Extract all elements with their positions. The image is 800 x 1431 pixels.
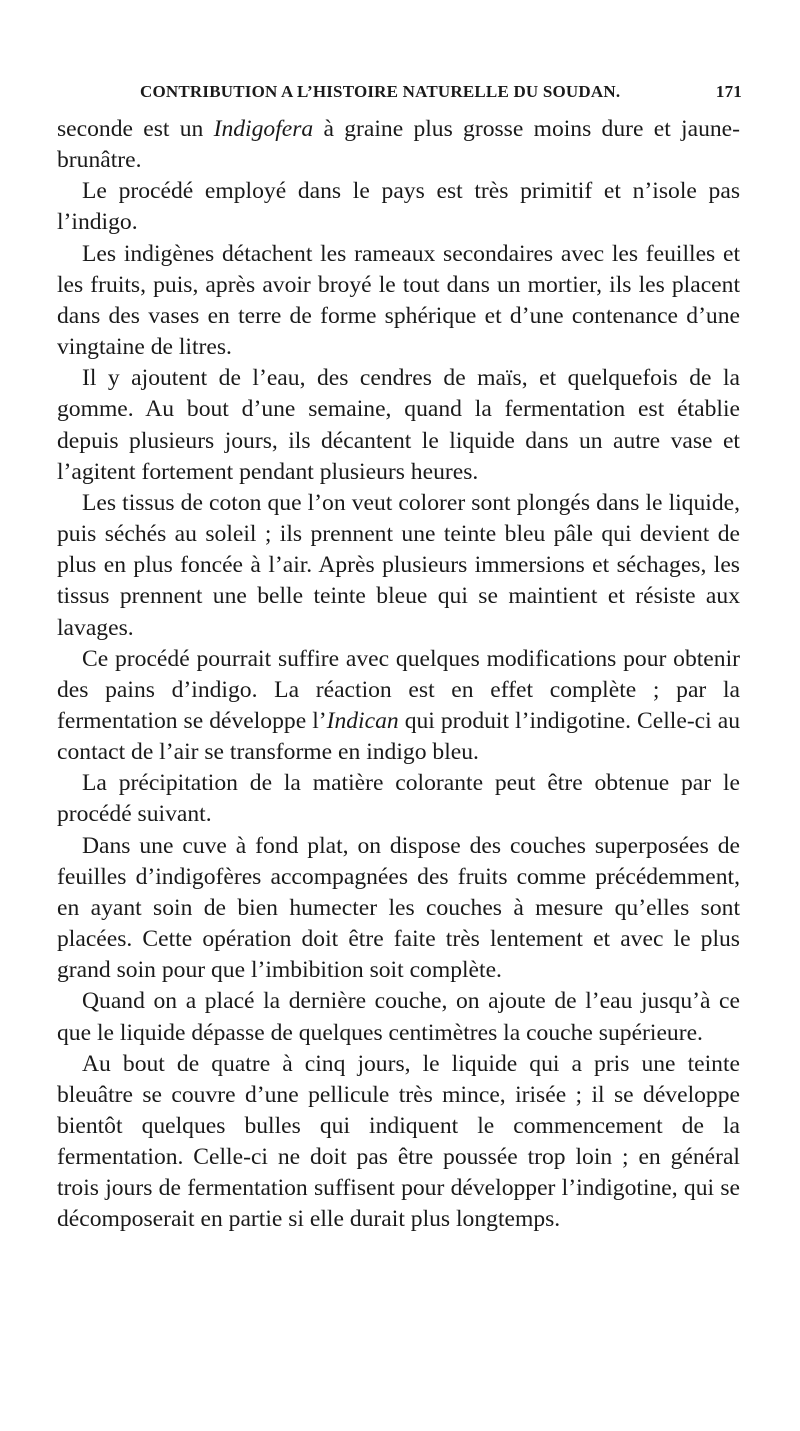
paragraph-10: Au bout de quatre à cinq jours, le liquide qui a pris une teinte bleuâtre se couvre d’une pellicule très mince, irisée ; il se développe bientôt quelques bulles qui indiquent le commencement de la fermentation. Celle-ci ne doit pas être poussée trop loin ; en général trois jours de fermentation suffisent pour développer l’indigotine, qui se décomposerait en partie si elle durait plus longtemps. xyxy=(57,1050,740,1233)
page-number: 171 xyxy=(715,82,742,101)
body-text xyxy=(57,114,740,1236)
paragraph-5: Les tissus de coton que l’on veut colorer sont plongés dans le liquide, puis séchés au soleil ; ils prennent une teinte bleu pâle qui devient de plus en plus foncée à l’air. Après plusieurs immersions et séchages, les tissus prennent une belle teinte bleue qui se maintient et résiste aux lavages. xyxy=(57,489,740,641)
paragraph-3: Les indigènes détachent les rameaux secondaires avec les feuilles et les fruits, puis, après avoir broyé le tout dans un mortier, ils les placent dans des vases en terre de forme sphérique et d’une contenance d’une vingtaine de litres. xyxy=(57,240,740,361)
running-title: CONTRIBUTION A L’HISTOIRE NATURELLE DU SOUDAN. xyxy=(140,82,621,101)
running-header xyxy=(140,82,742,102)
paragraph-1: seconde est un Indigofera à graine plus grosse moins dure et jaune-brunâtre. xyxy=(57,116,740,174)
paragraph-7: La précipitation de la matière colorante peut être obtenue par le procédé suivant. xyxy=(57,770,740,828)
italic-term: Indigofera xyxy=(213,116,314,142)
paragraph-2: Le procédé employé dans le pays est très primitif et n’isole pas l’indigo. xyxy=(57,178,740,236)
paragraph-9: Quand on a placé la dernière couche, on ajoute de l’eau jusqu’à ce que le liquide dépasse de quelques centimètres la couche supérieure. xyxy=(57,988,740,1046)
paragraph-8: Dans une cuve à fond plat, on dispose des couches superposées de feuilles d’indigofères accompagnées des fruits comme précédemment, en ayant soin de bien humecter les couches à mesure qu’elles sont placées. Cette opération doit être faite très lentement et avec le plus grand soin pour que l’imbibition soit complète. xyxy=(57,832,740,984)
paragraph-6: Ce procédé pourrait suffire avec quelques modifications pour obtenir des pains d’indigo. La réaction est en effet complète ; par la fermentation se développe l’Indican qui produit l’indigotine. Celle-ci au contact de l’air se transforme en indigo bleu. xyxy=(57,645,740,766)
paragraph-4: Il y ajoutent de l’eau, des cendres de maïs, et quelquefois de la gomme. Au bout d’une semaine, quand la fermentation est établie depuis plusieurs jours, ils décantent le liquide dans un autre vase et l’agitent fortement pendant plusieurs heures. xyxy=(57,365,740,485)
italic-term: Indican xyxy=(326,707,399,734)
